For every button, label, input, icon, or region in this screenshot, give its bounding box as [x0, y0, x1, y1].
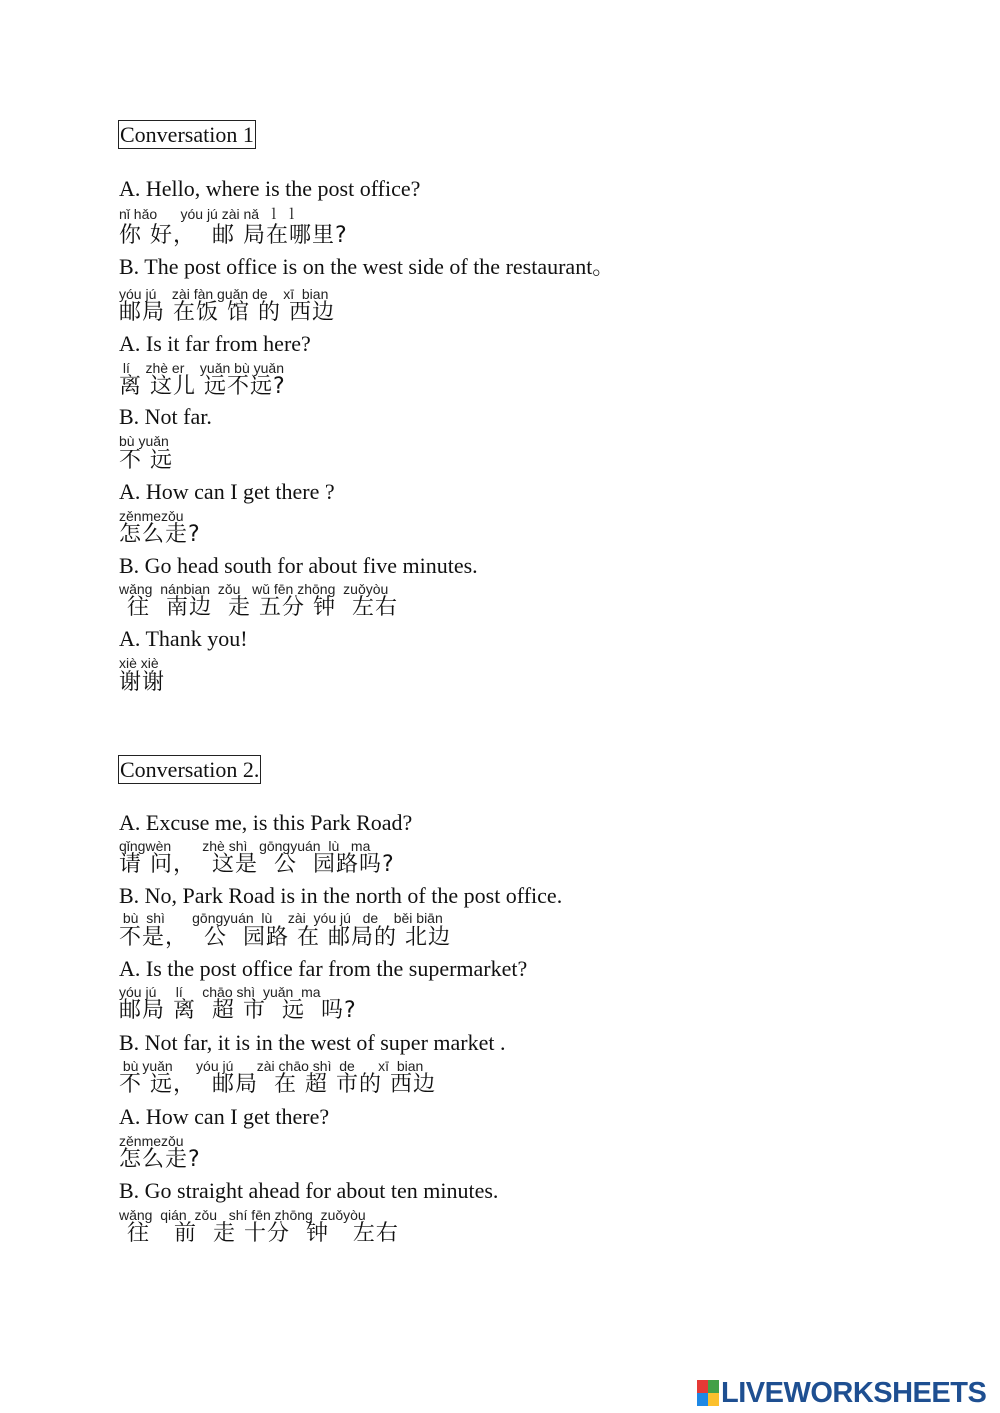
conversation-2-title: Conversation 2.: [120, 757, 260, 782]
logo-square-yellow: [708, 1393, 719, 1406]
conv1-line-1-english: A. Hello, where is the post office?: [119, 176, 421, 201]
conv2-line-4-chinese: 不 远， 邮局 在 超 市的 西边: [119, 1072, 436, 1097]
conv2-line-2-english: B. No, Park Road is in the north of the post office.: [119, 883, 563, 908]
conv2-line-1-pinyin: qǐngwèn zhè shì gōngyuán lù ma: [119, 838, 371, 854]
conv1-line-3-english: A. Is it far from here?: [119, 331, 311, 356]
conv2-line-2-pinyin: bù shì gōngyuán lù zài yóu jú de běi biān: [119, 910, 443, 926]
conv1-line-4-chinese: 不 远: [119, 448, 173, 473]
conv2-line-4-english: B. Not far, it is in the west of super market .: [119, 1030, 506, 1055]
conv1-line-5-english: A. How can I get there ?: [119, 479, 335, 504]
conv1-line-1-pinyin: nǐ hǎo yóu jú zài nǎ ｌ ｌ: [119, 206, 299, 222]
conv2-line-1-chinese: 请 问， 这是 公 园路吗?: [119, 852, 395, 877]
conv1-line-6-chinese: 往 南边 走 五分 钟 左右: [119, 595, 398, 620]
conv2-line-4-pinyin: bù yuǎn yóu jú zài chāo shì de xī bian: [119, 1058, 424, 1074]
logo-square-green: [708, 1380, 719, 1393]
conv2-line-3-pinyin: yóu jú lí chāo shì yuǎn ma: [119, 984, 321, 1000]
conv2-line-5-chinese: 怎么走?: [119, 1147, 201, 1172]
conv1-line-2-pinyin: yóu jú zài fàn guǎn de xī bian: [119, 286, 329, 302]
conversation-1-title: Conversation 1: [120, 122, 254, 147]
conv1-line-4-english: B. Not far.: [119, 404, 212, 429]
conv1-line-5-pinyin: zěnmezǒu: [119, 508, 184, 524]
conv1-line-3-pinyin: lí zhè er yuǎn bù yuǎn: [119, 360, 284, 376]
conv1-line-3-chinese: 离 这儿 远不远?: [119, 374, 286, 399]
logo-square-blue: [697, 1393, 708, 1406]
liveworksheets-logo[interactable]: [697, 1378, 986, 1408]
conv2-line-3-english: A. Is the post office far from the supermarket?: [119, 956, 528, 981]
conv1-line-7-english: A. Thank you!: [119, 626, 248, 651]
conv1-line-4-pinyin: bù yuǎn: [119, 433, 169, 449]
conv1-line-6-pinyin: wǎng nánbian zǒu wǔ fēn zhōng zuǒyòu: [119, 581, 389, 597]
liveworksheets-logo-icon: [697, 1380, 719, 1406]
conv2-line-5-english: A. How can I get there?: [119, 1104, 330, 1129]
conv1-line-2-chinese: 邮局 在饭 馆 的 西边: [119, 300, 335, 325]
conv2-line-6-pinyin: wǎng qián zǒu shí fēn zhōng zuǒyòu: [119, 1207, 366, 1223]
liveworksheets-logo-text: LIVEWORKSHEETS: [721, 1377, 987, 1409]
conv2-line-6-chinese: 往 前 走 十分 钟 左右: [119, 1221, 399, 1246]
conv1-line-7-chinese: 谢谢: [119, 670, 166, 695]
conv2-line-6-english: B. Go straight ahead for about ten minutes.: [119, 1178, 499, 1203]
conv1-line-1-chinese: 你 好， 邮 局在哪里?: [119, 223, 348, 248]
logo-square-red: [697, 1380, 708, 1393]
conv1-line-6-english: B. Go head south for about five minutes.: [119, 553, 478, 578]
conv1-line-2-english: B. The post office is on the west side of the restaurant。: [119, 254, 615, 279]
conv2-line-2-chinese: 不是， 公 园路 在 邮局的 北边: [119, 925, 451, 950]
conv2-line-1-english: A. Excuse me, is this Park Road?: [119, 810, 413, 835]
conv2-line-5-pinyin: zěnmezǒu: [119, 1133, 184, 1149]
conv1-line-5-chinese: 怎么走?: [119, 522, 201, 547]
conv1-line-7-pinyin: xiè xiè: [119, 655, 159, 671]
conv2-line-3-chinese: 邮局 离 超 市 远 吗?: [119, 998, 357, 1023]
